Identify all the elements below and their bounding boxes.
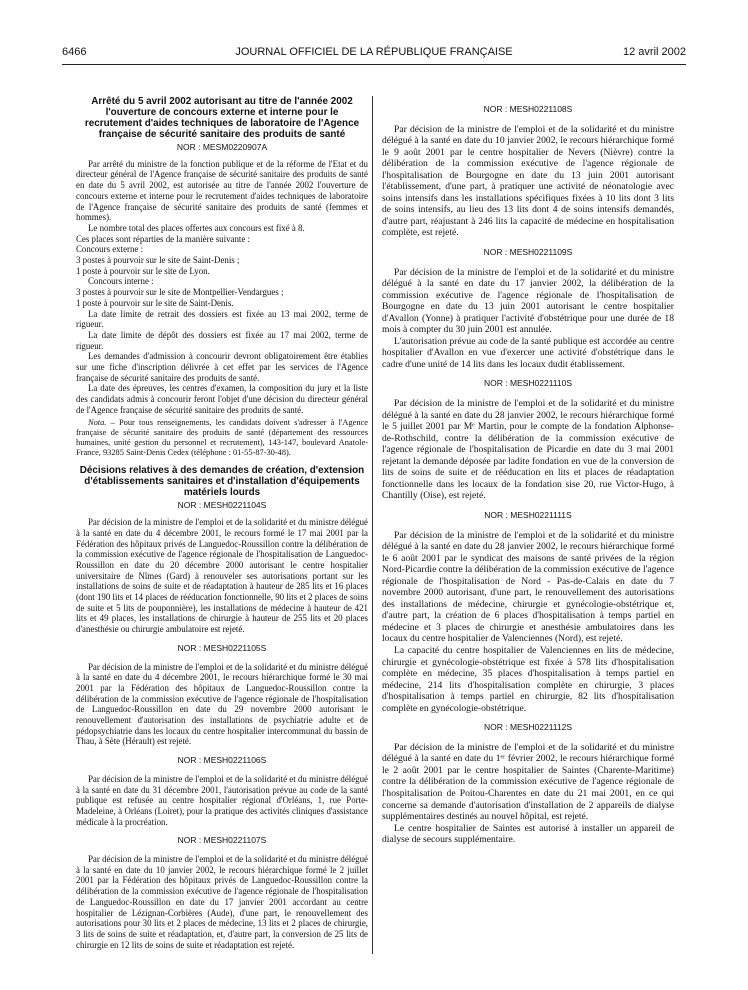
column-left xyxy=(76,96,368,950)
decision-nor: NOR : MESH0221108S xyxy=(483,104,573,114)
decision-nor: NOR : MESH0221104S xyxy=(177,500,267,511)
arrete-paragraph: Le nombre total des places offertes aux concours est fixé à 8. xyxy=(88,222,305,233)
arrete-paragraph: 1 poste à pourvoir sur le site de Lyon. xyxy=(76,265,210,276)
arrete-paragraph: Concours externe : xyxy=(76,244,144,255)
arrete-paragraph: Par arrêté du ministre de la fonction publique et de la réforme de l'Etat et du directeur général de l'Agence française de sécurité sanitaire des produits de santé en date du 5 avril 2002, est autorisée au titre de l'année 2002 l'ouverture de concours externe et interne pour le recrutement d'aides techniques de laboratoire de l'Agence française de sécurité sanitaire des produits de santé (femmes et hommes). xyxy=(76,158,368,223)
decision-paragraph: Par décision de la ministre de l'emploi et de la solidarité et du ministre délégué à la santé en date du 1ᵉʳ février 2002, le recours hiérarchique formé le 2 août 2001 par le centre hospitalier de Saintes (Charente-Maritime) contre la délibération de la commission exécutive de l'agence régionale de l'hospitalisation de Poitou-Charentes en date du 21 mai 2001, en ce qui concerne sa demande d'autorisation d'installation de 2 appareils de dialyse supplémentaires destinés au nouvel hôpital, est rejeté. xyxy=(382,741,674,823)
decision-nor: NOR : MESH0221105S xyxy=(177,642,267,653)
arrete-paragraph: La date des épreuves, les centres d'examen, la composition du jury et la liste des candidats admis à concourir feront l'objet d'une décision du directeur général de l'Agence française de sécurité sanitaire des produits de santé. xyxy=(76,383,368,415)
arrete-note xyxy=(76,418,368,459)
arrete-paragraph: Ces places sont réparties de la manière suivante : xyxy=(76,233,250,244)
arrete-paragraph: Concours interne : xyxy=(88,276,154,287)
decision-paragraph: Par décision de la ministre de l'emploi et de la solidarité et du ministre délégué à la santé en date du 28 janvier 2002, le recours hiérarchique formé le 6 août 2001 par le syndicat des maisons de santé privées de la région Nord-Picardie contre la délibération de la commission exécutive de l'agence régionale de l'hospitalisation de Nord - Pas-de-Calais en date du 7 novembre 2000 autorisant, d'une part, le renouvellement des autorisations des installations de médecine, chirurgie et gynécologie-obstétrique et, d'autre part, la création de 6 places d'hospitalisation à temps partiel en médecine et 3 places de chirurgie et anesthésie ambulatoires dans les locaux du centre hospitalier de Valenciennes (Nord), est rejeté. xyxy=(382,529,674,645)
decision-paragraph: Par décision de la ministre de l'emploi et de la solidarité et du ministre délégué à la santé en date du 4 décembre 2001, le recours formé le 17 mai 2001 par la Fédération des hôpitaux privés de Languedoc-Roussillon contre la délibération de la commission exécutive de l'agence régionale de l'hospitalisation de Languedoc-Roussillon en date du 20 décembre 2000 autorisant le centre hospitalier universitaire de Nîmes (Gard) à renouveler ses autorisations portant sur les installations de soins de suite et de réadaptation à hauteur de 285 lits et 16 places (dont 190 lits et 14 places de rééducation fonctionnelle, 90 lits et 2 places de soins de suite et 5 lits de pouponnière), les installations de médecine à hauteur de 421 lits et 49 places, les installations de chirurgie à hauteur de 255 lits et 20 places d'anesthésie ou chirurgie ambulatoire est rejeté. xyxy=(76,517,368,635)
arrete-paragraph: 1 poste à pourvoir sur le site de Saint-Denis. xyxy=(76,297,234,308)
arrete-nor: NOR : MESM0220907A xyxy=(176,142,268,152)
decision-nor: NOR : MESH0221110S xyxy=(483,378,573,389)
arrete-paragraph: Les demandes d'admission à concourir devront obligatoirement être établies sur une fiche d'inscription délivrée à cet effet par les services de l'Agence française de sécurité sanitaire des produits de santé. xyxy=(76,351,368,383)
decision-nor: NOR : MESH0221111S xyxy=(484,509,572,520)
decision-nor: NOR : MESH0221109S xyxy=(483,247,573,258)
header-rule xyxy=(62,64,686,65)
column-right xyxy=(382,96,674,846)
note-label: Nota. xyxy=(88,417,107,427)
arrete-paragraph: 3 postes à pourvoir sur le site de Montpellier-Vendargues ; xyxy=(76,287,284,298)
decision-paragraph: Par décision de la ministre de l'emploi et de la solidarité et du ministre délégué à la santé en date du 4 décembre 2001, le recours hiérarchique formé le 30 mai 2001 par la Fédération des hôpitaux de Languedoc-Roussillon contre la délibération de la commission exécutive de l'agence régionale de l'hospitalisation de Languedoc-Roussillon en date du 29 novembre 2000 autorisant le renouvellement d'autorisation des installations de psychiatrie adulte et de pédopsychiatrie dans les locaux du centre hospitalier intercommunal du bassin de Thau, à Sète (Hérault) est rejeté. xyxy=(76,661,368,747)
decision-nor: NOR : MESH0221106S xyxy=(177,755,267,766)
arrete-paragraph: La date limite de retrait des dossiers est fixée au 13 mai 2002, terme de rigueur. xyxy=(76,308,368,330)
decision-paragraph: Par décision de la ministre de l'emploi et de la solidarité et du ministre délégué à la santé en date du 28 janvier 2002, le recours hiérarchique formé le 5 juillet 2001 par Mᵉ Martin, pour le compte de la fondation Alphonse-de-Rothschild, contre la délibération de la commission exécutive de l'agence régionale de l'hospitalisation de Picardie en date du 3 mai 2001 rejetant la demande déposée par ladite fondation en vue de la conversion de lits de soins de suite et de rééducation en lits et places de réadaptation fonctionnelle dans les locaux de la fondation sise 20, rue Victor-Hugo, à Chantilly (Oise), est rejeté. xyxy=(382,398,674,502)
decision-paragraph: L'autorisation prévue au code de la santé publique est accordée au centre hospitalier d'Avallon en vue d'exercer une activité d'obstétrique dans le cadre d'une unité de 14 lits dans les locaux dudit établissement. xyxy=(382,335,674,370)
decision-paragraph: Par décision de la ministre de l'emploi et de la solidarité et du ministre délégué à la santé en date du 10 janvier 2002, le recours hiérarchique formé le 9 août 2001 par le centre hospitalier de Nevers (Nièvre) contre la délibération de la commission exécutive de l'agence régionale de l'hospitalisation de Bourgogne en date du 13 juin 2001 autorisant l'établissement, d'une part, à pratiquer une activité de néonatologie avec soins intensifs dans les installations spécifiques fixées à 10 lits dont 3 lits de soins intensifs, au lieu des 13 lits dont 4 de soins intensifs demandés, d'autre part, réajustant à 246 lits la capacité de médecine en hospitalisation complète, est rejeté. xyxy=(382,123,674,239)
decision-nor: NOR : MESH0221112S xyxy=(483,722,573,733)
journal-title: JOURNAL OFFICIEL DE LA RÉPUBLIQUE FRANÇAISE xyxy=(235,46,513,58)
arrete-paragraph: La date limite de dépôt des dossiers est fixée au 17 mai 2002, terme de rigueur. xyxy=(76,329,368,351)
decision-paragraph: Par décision de la ministre de l'emploi et de la solidarité et du ministre délégué à la santé en date du 17 janvier 2002, la délibération de la commission exécutive de l'agence régionale de l'hospitalisation de Bourgogne en date du 13 juin 2001 autorisant le centre hospitalier d'Avallon (Yonne) à pratiquer l'activité d'obstétrique pour une durée de 18 mois à compter du 30 juin 2001 est annulée. xyxy=(382,266,674,336)
note-text: – Pour tous renseignements, les candidats doivent s'adresser à l'Agence française de sécurité sanitaire des produits de santé (département des ressources humaines, unité gestion du personnel et recrutement), 143-147, boulevard Anatole-France, 93285 Saint-Denis Cedex (téléphone : 01-55-87-30-48). xyxy=(76,417,368,458)
decision-paragraph: La capacité du centre hospitalier de Valenciennes en lits de médecine, chirurgie et gynécologie-obstétrique est fixée à 578 lits d'hospitalisation complète en médecine, 35 places d'hospitalisation à temps partiel en médecine, 214 lits d'hospitalisation complète en chirurgie, 3 places d'hospitalisation à temps partiel en chirurgie, 82 lits d'hospitalisation complète en gynécologie-obstétrique. xyxy=(382,644,674,714)
column-divider xyxy=(372,96,373,954)
running-header xyxy=(62,44,686,62)
decision-paragraph: Par décision de la ministre de l'emploi et de la solidarité et du ministre délégué à la santé en date du 31 décembre 2001, l'autorisation prévue au code de la santé publique est refusée au centre hospitalier régional d'Orléans, 1, rue Porte-Madeleine, à Orléans (Loiret), pour la pratique des activités cliniques d'assistance médicale à la procréation. xyxy=(76,773,368,827)
issue-date: 12 avril 2002 xyxy=(623,46,686,58)
page-number: 6466 xyxy=(62,46,87,58)
decision-paragraph: Le centre hospitalier de Saintes est autorisé à installer un appareil de dialyse de secours supplémentaire. xyxy=(382,822,674,846)
decision-paragraph: Par décision de la ministre de l'emploi et de la solidarité et du ministre délégué à la santé en date du 10 janvier 2002, le recours hiérarchique formé le 2 juillet 2001 par la Fédération des hôpitaux privés de Languedoc-Roussillon contre la délibération de la commission exécutive de l'agence régionale de l'hospitalisation de Languedoc-Roussillon en date du 17 janvier 2001 accordant au centre hospitalier de Lézignan-Corbières (Aude), d'une part, le renouvellement des autorisations pour 30 lits et 2 places de médecine, 13 lits et 2 places de chirurgie, 3 lits de soins de suite et réadaptation, et, d'autre part, la conversion de 25 lits de chirurgie en 12 lits de soins de suite et réadaptation est rejeté. xyxy=(76,854,368,950)
decisions-title: Décisions relatives à des demandes de création, d'extension d'établissements sanitaires et d'installation d'équipements matériels lourds xyxy=(79,465,365,499)
arrete-title: Arrêté du 5 avril 2002 autorisant au titre de l'année 2002 l'ouverture de concours externe et interne pour le recrutement d'aides techniques de laboratoire de l'Agence française de sécurité sanitaire des produits de santé xyxy=(84,96,360,140)
decision-nor: NOR : MESH0221107S xyxy=(177,835,267,846)
arrete-paragraph: 3 postes à pourvoir sur le site de Saint-Denis ; xyxy=(76,255,240,266)
